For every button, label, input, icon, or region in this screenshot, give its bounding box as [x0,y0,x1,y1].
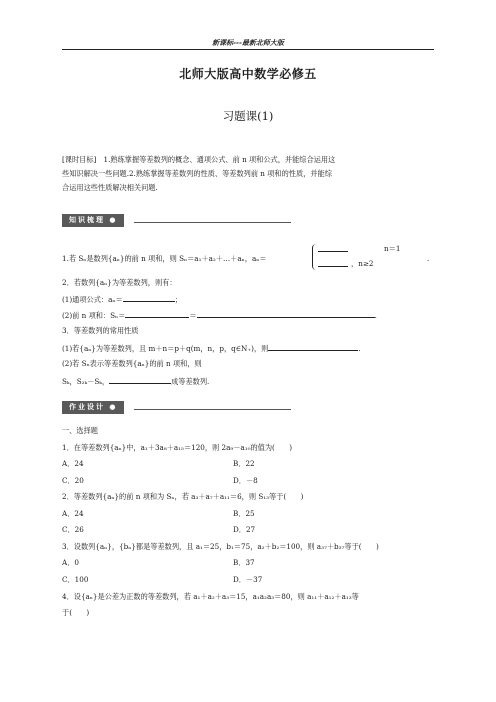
section-tag-homework [62,401,124,414]
case-1-condition: n＝1 [384,244,401,253]
section-tag-label: 作业设计 [69,403,105,411]
item-3-1-label: (1)若{aₙ}为等差数列，且 m＋n＝p＋q(m，n，p，q∈N₊)，则 [62,344,269,353]
problem-2-option-c: C．26 [62,525,84,534]
item-2-2-label: (2)前 n 项和：Sₙ＝ [62,311,126,320]
problem-3-option-b: B．37 [233,558,255,567]
section-rule [134,409,291,410]
item-3-2b-label: Sₖ，S₂ₖ－Sₖ， [62,377,110,386]
case-1-blank [318,251,348,252]
objectives-line-2: 些知识解决一些问题.2.熟练掌握等差数列的性质、等差数列前 n 项和的性质，并能综 [62,169,332,178]
section-rule [134,222,291,223]
item-2-1-end: ； [174,295,182,304]
item-1-end: . [427,254,430,263]
problem-2-option-b: B．25 [233,509,255,518]
item-2-2-eq: ＝ [189,311,197,320]
problem-4-stem-line-2: 于( ) [62,608,90,617]
answer-blank [125,310,189,318]
answer-blank [109,376,171,384]
running-header: 新课标---最新北师大版 [212,38,284,47]
item-2-text: 2．若数列{aₙ}为等差数列，则有： [62,278,177,287]
problem-4-stem-line-1: 4．设{aₙ}是公差为正数的等差数列，若 a₁＋a₂＋a₃＝15，a₁a₂a₃＝80，则 a₁₁＋a₁₂＋a₁₃等 [62,592,359,601]
lesson-subtitle: 习题课(1) [222,109,274,123]
item-3-text: 3．等差数列的常用性质 [62,326,139,335]
answer-blank [268,343,361,353]
objectives-line-3: 合运用这些性质解决相关问题. [62,183,158,192]
item-3-1-end: . [358,344,361,353]
problem-1-option-d: D．－8 [233,476,258,485]
case-2-condition: ，n≥2 [351,259,374,268]
item-2-2-end: . [374,311,377,320]
section-tag-knowledge [62,214,124,227]
item-2-1 [62,294,182,304]
item-2-2 [62,310,377,320]
header-divider [62,49,434,50]
question-group-heading: 一、选择题 [62,426,98,435]
item-3-2: (2)若 Sₙ表示等差数列{aₙ}的前 n 项和，则 [62,359,202,368]
answer-blank [197,310,375,318]
item-1-text: 1.若 Sₙ是数列{aₙ}的前 n 项和，则 Sₙ＝a₁＋a₂＋…＋aₙ，aₙ＝ [62,254,267,263]
item-3-2b [62,376,209,386]
bullet-icon: ● [105,403,118,411]
problem-1-option-b: B．22 [233,459,255,468]
objectives-line-1: [课时目标] 1.熟练掌握等差数列的概念、通项公式、前 n 项和公式，并能综合运用这 [62,155,336,164]
item-3-1 [62,343,361,353]
problem-3-option-a: A．0 [62,558,79,567]
problem-2-option-d: D．27 [233,525,256,534]
problem-1-option-c: C．20 [62,476,84,485]
answer-blank [123,294,175,302]
case-2-blank [318,266,348,267]
problem-3-stem: 3．设数列{aₙ}，{bₙ}都是等差数列，且 a₁＝25，b₁＝75，a₂＋b₂＝100，则 a₃₇＋b₃₇等于( ) [62,542,379,551]
document-title: 北师大版高中数学必修五 [179,67,317,81]
problem-1-option-a: A．24 [62,459,84,468]
problem-3-option-c: C．100 [62,575,89,584]
problem-2-option-a: A．24 [62,509,84,518]
section-tag-label: 知识梳理 [69,216,105,224]
bullet-icon: ● [105,216,118,224]
problem-3-option-d: D．－37 [233,575,263,584]
problem-1-stem: 1．在等差数列{aₙ}中，a₁＋3a₈＋a₁₅＝120，则 2a₉－a₁₀的值为( ) [62,443,293,452]
item-2-1-label: (1)通项公式：aₙ＝ [62,295,123,304]
problem-2-stem: 2．等差数列{aₙ}的前 n 项和为 Sₙ，若 a₃＋a₇＋a₁₁＝6，则 S₁₃等于( ) [62,492,304,501]
item-3-2b-end: 成等差数列. [171,377,210,386]
